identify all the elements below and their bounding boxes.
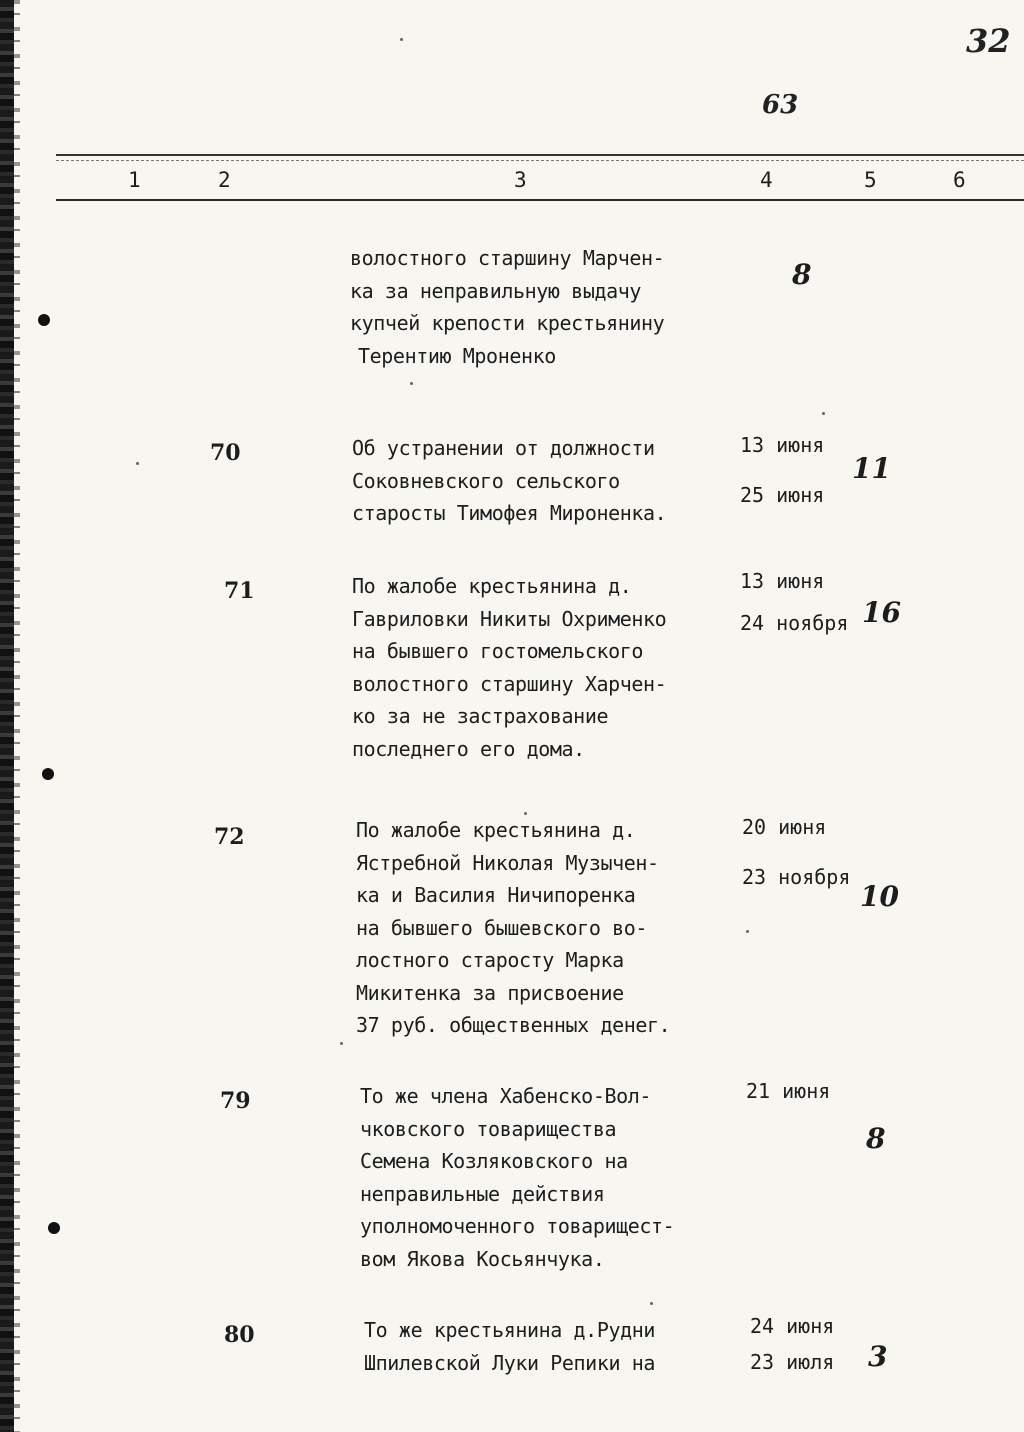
description-line: ка за неправильную выдачу (350, 278, 642, 303)
description-line: Об устранении от должности (352, 436, 655, 460)
punch-hole (48, 1222, 60, 1234)
sheet-count: 10 (860, 880, 899, 913)
column-header-3: 3 (514, 168, 527, 192)
entry-dates (746, 1066, 830, 1116)
description-line: волостного старшину Марчен- (350, 246, 665, 270)
description-line: вом Якова Косьянчука. (360, 1246, 605, 1271)
torn-edge (0, 0, 14, 1432)
date-start: 24 июня (750, 1314, 835, 1338)
page-number: 63 (762, 90, 799, 120)
entry-description (356, 814, 670, 1042)
entry-number: 80 (224, 1322, 255, 1348)
date-start: 20 июня (742, 815, 827, 839)
entry-number: 71 (224, 578, 255, 604)
table-top-rule (56, 154, 1024, 156)
description-line: То же члена Хабенско-Вол- (360, 1084, 652, 1108)
column-header-4: 4 (760, 168, 773, 192)
table-top-rule-dashed (56, 160, 1024, 161)
description-line: То же крестьянина д.Рудни (364, 1318, 656, 1342)
entry-description (352, 570, 666, 765)
entry-description (364, 1314, 655, 1379)
description-line: неправильные действия (360, 1181, 605, 1206)
description-line: По жалобе крестьянина д. (356, 818, 636, 842)
description-line: купчей крепости крестьянину (350, 311, 665, 335)
punch-hole (38, 314, 50, 326)
description-line: Семена Козляковского на (360, 1149, 628, 1173)
entry-number: 70 (210, 440, 241, 466)
entry-dates (740, 420, 824, 520)
entry-description (360, 1080, 674, 1275)
date-end: 23 ноября (742, 865, 851, 889)
table-header-rule (56, 199, 1024, 201)
date-end: 24 ноября (740, 611, 849, 635)
description-line: ко за не застрахование (352, 704, 609, 728)
date-end: 25 июня (740, 483, 825, 507)
date-start: 13 июня (740, 433, 825, 457)
date-end: 23 июля (750, 1350, 835, 1374)
sheet-count: 8 (866, 1122, 886, 1155)
sheet-count: 16 (862, 596, 901, 629)
entry-dates (742, 802, 850, 902)
description-line: По жалобе крестьянина д. (352, 574, 632, 598)
description-line: последнего его дома. (352, 736, 585, 761)
description-line: лостного старосту Марка (356, 948, 624, 972)
description-line: Микитенка за присвоение (356, 980, 624, 1005)
sheet-count: 3 (868, 1340, 888, 1373)
column-header-1: 1 (128, 168, 141, 192)
description-line: Терентию Мроненко (358, 343, 556, 368)
description-line: волостного старшину Харчен- (352, 671, 667, 696)
description-line: Шпилевской Луки Репики на (364, 1350, 656, 1375)
description-line: Ястребной Николая Музычен- (356, 850, 659, 875)
column-header-2: 2 (218, 168, 231, 192)
description-line: Гавриловки Никиты Охрименко (352, 606, 667, 631)
punch-hole (42, 768, 54, 780)
sheet-count: 11 (852, 452, 891, 485)
date-start: 13 июня (740, 569, 825, 593)
entry-number: 72 (214, 824, 245, 850)
date-start: 21 июня (746, 1079, 831, 1103)
column-header-6: 6 (953, 168, 966, 192)
description-line: старосты Тимофея Мироненка. (352, 501, 667, 525)
description-line: уполномоченного товарищест- (360, 1214, 675, 1238)
column-header-5: 5 (864, 168, 877, 192)
description-line: на бывшего гостомельского (352, 639, 644, 663)
entry-description (350, 242, 664, 372)
entry-dates (740, 560, 848, 644)
entry-number: 79 (220, 1088, 251, 1114)
description-line: 37 руб. общественных денег. (356, 1013, 671, 1037)
torn-edge-shadow (14, 0, 20, 1432)
entry-dates (750, 1308, 834, 1380)
description-line: Соковневского сельского (352, 468, 620, 493)
entry-description (352, 432, 666, 530)
sheet-number: 32 (966, 22, 1011, 60)
sheet-count: 8 (792, 258, 812, 291)
description-line: ка и Василия Ничипоренка (356, 883, 636, 907)
description-line: чковского товарищества (360, 1116, 617, 1141)
description-line: на бывшего бышевского во- (356, 915, 648, 940)
